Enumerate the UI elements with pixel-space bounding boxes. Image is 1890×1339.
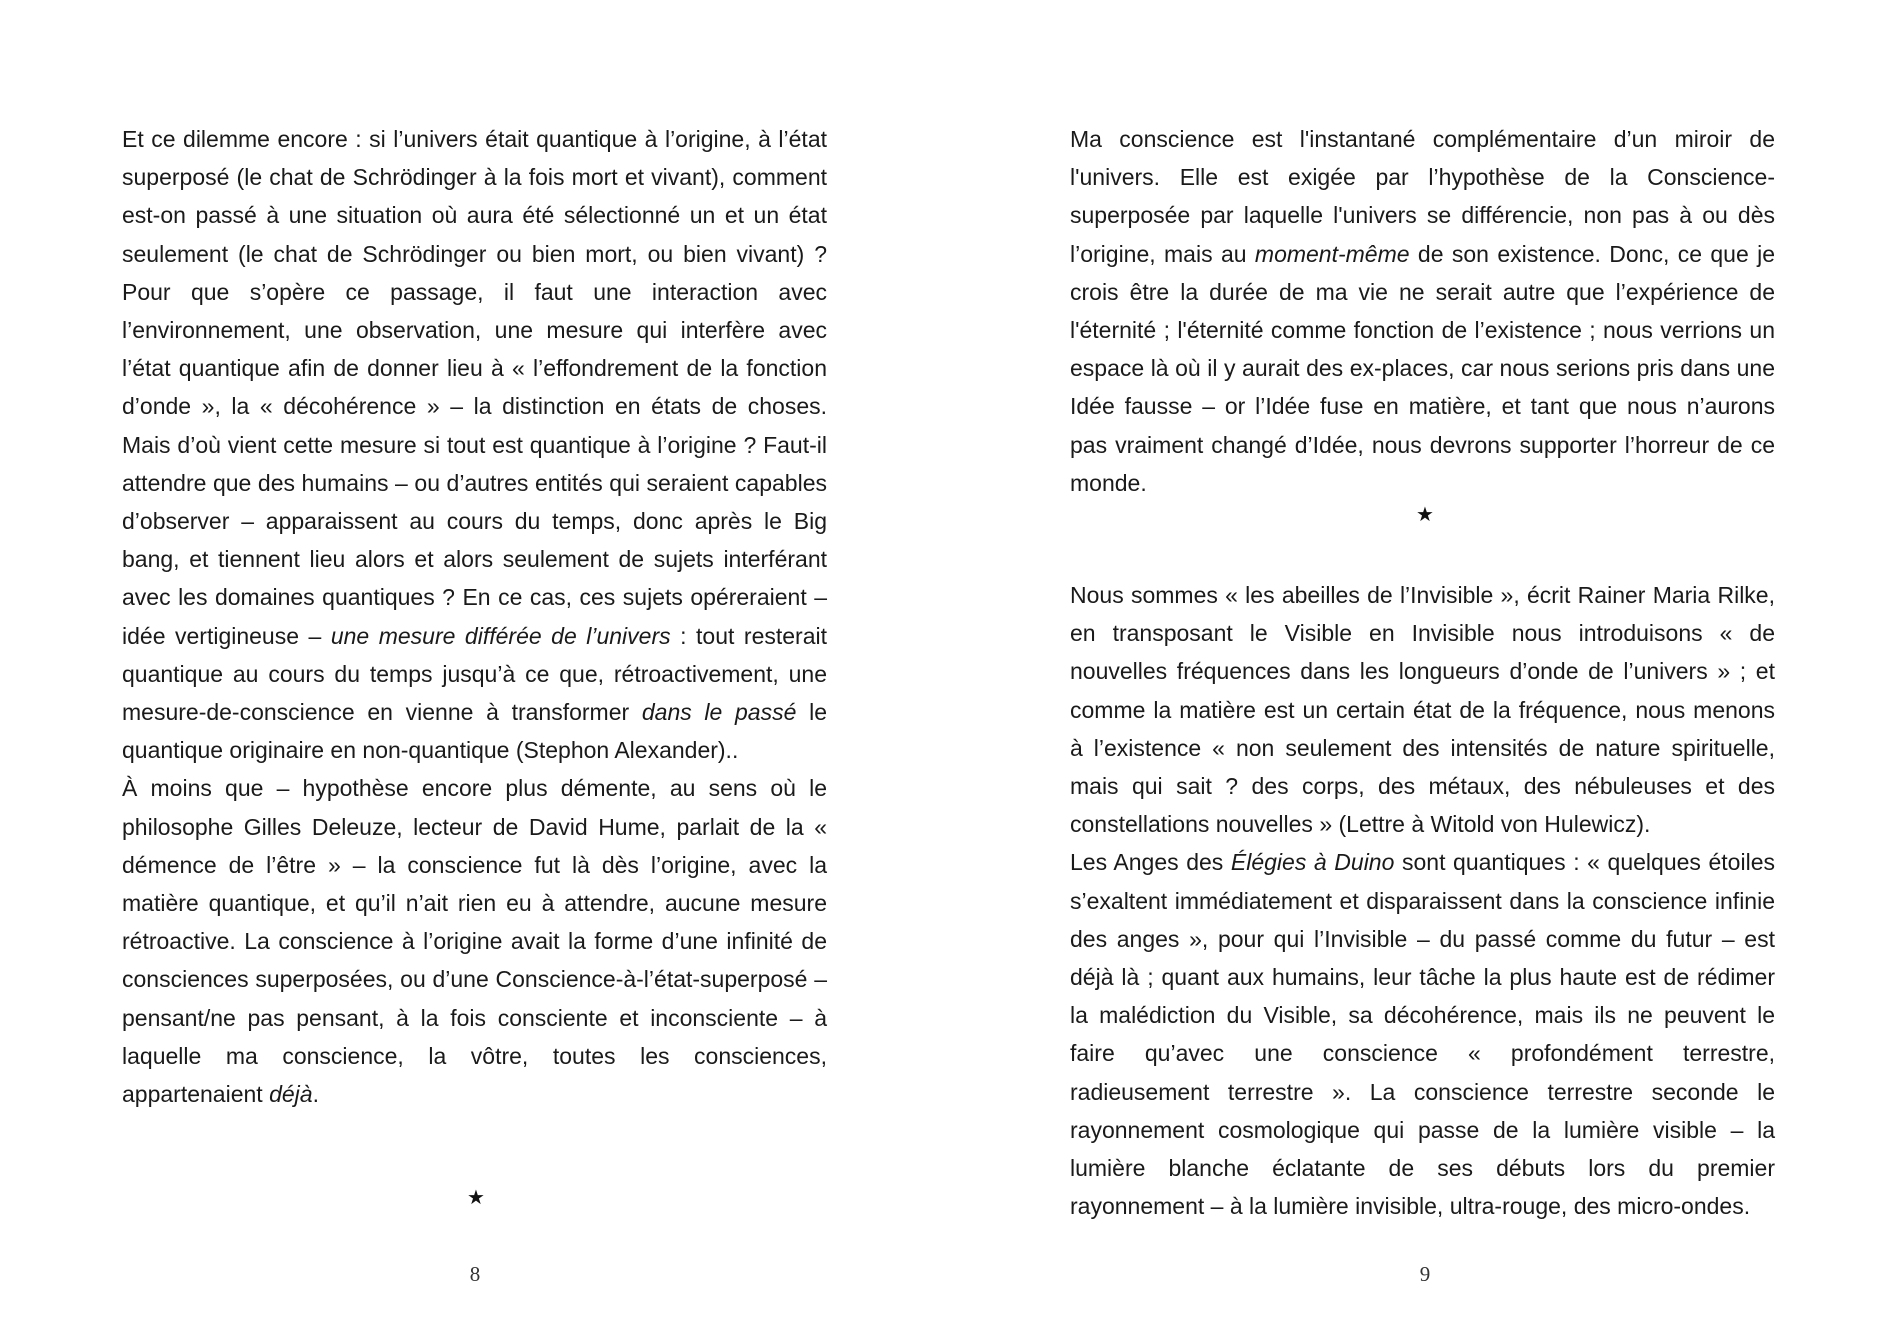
italic-text: dans le passé xyxy=(641,699,797,726)
text-segment: sont quantiques : « quelques étoiles s’exaltent immédiatement et disparaissent dans la conscience infinie des anges », pour qui l’Invisible – du passé comme du futur – est déjà là ; quant aux humains, leur tâche la plus haute est de rédimer la malédiction du Visible, sa décohérence, mais ils ne peuvent le faire qu’avec une conscience « profondément terrestre, radieusement terrestre ». La conscience terrestre seconde le rayonnement cosmologique qui passe de la lumière visible – la lumière blanche éclatante de ses débuts lors du premier rayonnement – à la lumière invisible, ultra-rouge, des micro-ondes. xyxy=(1070,849,1775,1220)
text-segment: : tout resterait quantique au cours du temps jusqu’à ce que, rétroactivement, une mesure-de-conscience en vienne à transformer xyxy=(122,622,827,726)
text-segment: . xyxy=(312,1081,319,1108)
section-separator-star: ★ xyxy=(1416,504,1434,526)
paragraph xyxy=(122,120,827,769)
right-page-body-top xyxy=(1070,120,1775,502)
paragraph xyxy=(122,769,827,1113)
text-segment: Ma conscience est l'instantané complémentaire d’un miroir de l'univers. Elle est exigée par l’hypothèse de la Conscience-superposée par laquelle l'univers se différencie, non pas à ou dès l’origine, mais au xyxy=(1070,126,1775,267)
text-segment: Et ce dilemme encore : si l’univers était quantique à l’origine, à l’état superposé (le chat de Schrödinger à la fois mort et vivant), comment est-on passé à une situation où aura été sélectionné un et un état seulement (le chat de Schrödinger ou bien mort, ou bien vivant) ? Pour que s’opère ce passage, il faut une interaction avec l’environnement, une observation, une mesure qui interfère avec l’état quantique afin de donner lieu à « l’effondrement de la fonction d’onde », la « décohérence » – la distinction en états de choses. Mais d’où vient cette mesure si tout est quantique à l’origine ? Faut-il attendre que des humains – ou d’autres entités qui seraient capables d’observer – apparaissent au cours du temps, donc après le Big bang, et tiennent lieu alors et alors seulement de sujets interférant avec les domaines quantiques ? En ce cas, ces sujets opéreraient – idée vertigineuse – xyxy=(122,126,827,649)
italic-text: moment-même xyxy=(1254,240,1410,267)
paragraph xyxy=(1070,120,1775,502)
italic-text: déjà xyxy=(269,1081,313,1108)
text-segment: de son existence. Donc, ce que je crois être la durée de ma vie ne serait autre que l’expérience de l'éternité ; l'éternité comme fonction de l’existence ; nous verrions un espace là où il y aurait des ex-places, car nous serions pris dans une Idée fausse – or l’Idée fuse en matière, et tant que nous n’aurons pas vraiment changé d’Idée, nous devrons supporter l’horreur de ce monde. xyxy=(1070,240,1776,496)
section-separator-star: ★ xyxy=(467,1187,485,1209)
text-segment: Les Anges des xyxy=(1070,849,1231,876)
right-page-body-bottom xyxy=(1070,576,1775,1225)
italic-text: une mesure différée de l’univers xyxy=(330,622,671,649)
page-number: 8 xyxy=(469,1262,481,1286)
italic-text: Élégies à Duino xyxy=(1230,849,1395,876)
text-segment: le quantique originaire en non-quantique (Stephon Alexander).. xyxy=(122,699,827,764)
right-page xyxy=(945,0,1890,1339)
left-page-body xyxy=(122,120,827,1113)
text-segment: Nous sommes « les abeilles de l’Invisible », écrit Rainer Maria Rilke, en transposant le Visible en Invisible nous introduisons « de nouvelles fréquences dans les longueurs d’onde de l’univers » ; et comme la matière est un certain état de la fréquence, nous menons à l’existence « non seulement des intensités de nature spirituelle, mais qui sait ? des corps, des métaux, des nébuleuses et des constellations nouvelles » (Lettre à Witold von Hulewicz). xyxy=(1070,582,1775,838)
paragraph xyxy=(1070,576,1775,843)
paragraph xyxy=(1070,843,1775,1225)
page-number: 9 xyxy=(1419,1262,1431,1286)
text-segment: À moins que – hypothèse encore plus démente, au sens où le philosophe Gilles Deleuze, lecteur de David Hume, parlait de la « démence de l’être » – la conscience fut là dès l’origine, avec la matière quantique, et qu’il n’ait rien eu à attendre, aucune mesure rétroactive. La conscience à l’origine avait la forme d’une infinité de consciences superposées, ou d’une Conscience-à-l’état-superposé – pensant/ne pas pensant, à la fois consciente et inconsciente – à laquelle ma conscience, la vôtre, toutes les consciences, appartenaient xyxy=(122,775,827,1108)
